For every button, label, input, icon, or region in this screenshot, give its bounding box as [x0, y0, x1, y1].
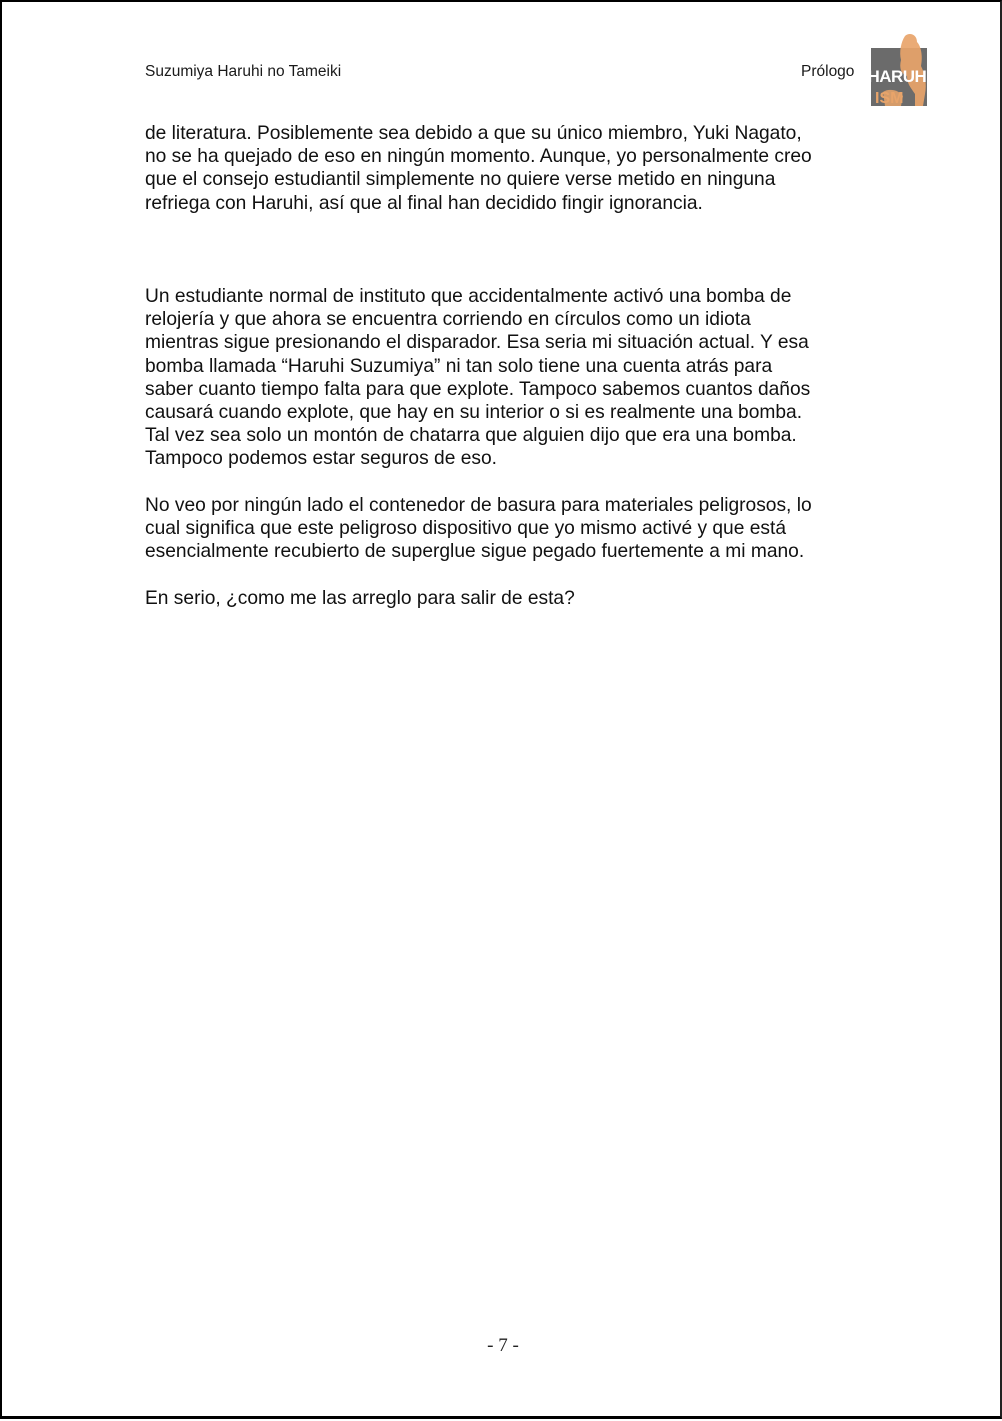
- text-line: Un estudiante normal de instituto que accidentalmente activó una bomba de: [145, 286, 792, 307]
- text-line: de literatura. Posiblemente sea debido a que su único miembro, Yuki Nagato,: [145, 123, 802, 144]
- text-line: bomba llamada “Haruhi Suzumiya” ni tan solo tiene una cuenta atrás para: [145, 355, 773, 377]
- text-line: No veo por ningún lado el contenedor de basura para materiales peligrosos, lo: [145, 495, 812, 516]
- paragraph-4: [145, 587, 575, 610]
- logo-graphic: [871, 32, 929, 108]
- text-line: esencialmente recubierto de superglue sigue pegado fuertemente a mi mano.: [145, 541, 805, 563]
- text-line: cual significa que este peligroso dispositivo que yo mismo activé y que está: [145, 518, 786, 540]
- text-line: refriega con Haruhi, así que al final han decidido fingir ignorancia.: [145, 192, 703, 214]
- paragraph-2: [145, 285, 810, 471]
- text-line: mientras sigue presionando el disparador. Esa seria mi situación actual. Y esa: [145, 332, 809, 354]
- text-line: Tampoco podemos estar seguros de eso.: [145, 448, 497, 470]
- text-line: que el consejo estudiantil simplemente no quiere verse metido en ninguna: [145, 169, 776, 191]
- running-header-chapter: Prólogo: [801, 63, 855, 80]
- logo-text-top: HARUHI: [871, 67, 929, 86]
- text-line: causará cuando explote, que hay en su interior o si es realmente una bomba.: [145, 402, 803, 424]
- text-line: no se ha quejado de eso en ningún momento. Aunque, yo personalmente creo: [145, 146, 812, 168]
- logo-text-bottom: ISM: [875, 90, 904, 107]
- paragraph-3: [145, 494, 812, 564]
- text-line: Tal vez sea solo un montón de chatarra que alguien dijo que era una bomba.: [145, 425, 797, 447]
- text-line: En serio, ¿como me las arreglo para salir de esta?: [145, 588, 575, 609]
- haruhi-ism-logo: [871, 32, 929, 108]
- page-number: - 7 -: [487, 1335, 519, 1356]
- text-line: saber cuanto tiempo falta para que explote. Tampoco sabemos cuantos daños: [145, 378, 811, 400]
- text-line: relojería y que ahora se encuentra corriendo en círculos como un idiota: [145, 309, 751, 331]
- running-header-title: Suzumiya Haruhi no Tameiki: [145, 63, 342, 80]
- paragraph-1: [145, 122, 812, 215]
